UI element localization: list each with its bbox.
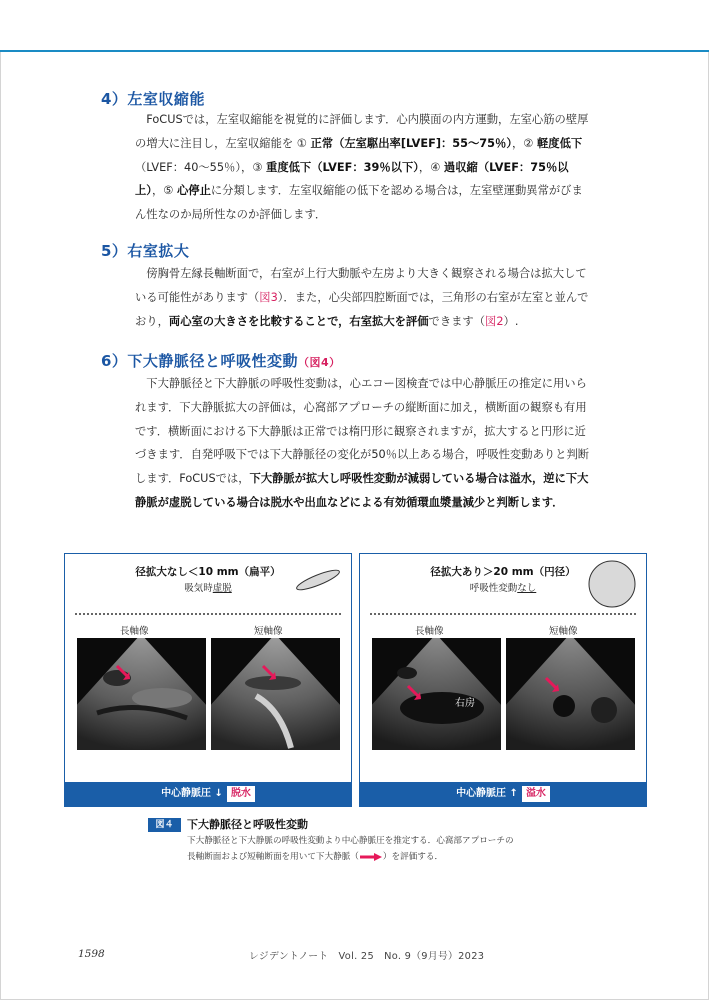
panel-footer: 中心静脈圧 ↑ 溢水 [360, 782, 646, 806]
status-tag-overload: 溢水 [522, 786, 550, 802]
figure-panel-overload [359, 553, 647, 807]
section-5-title: 5）右室拡大 [101, 242, 190, 260]
image-label-right-atrium: 右房 [455, 698, 475, 709]
journal-info: レジデントノート Vol. 25 No. 9（9月号）2023 [249, 951, 485, 962]
header-bar [0, 0, 709, 52]
section-6-body: 下大静脈径と下大静脈の呼吸性変動は，心エコー図検査では中心静脈圧の推定に用いら れます．下大静脈拡大の評価は，心窩部アプローチの縦断面に加え，横断面の観察も有用 です．横断面における下大静脈は正常では楕円形に観察されますが，拡大すると円形に近 づきます．自発呼吸下では下大静脈径の変化が50％以上ある場合，呼吸性変動ありと判断 します．FoCUSでは，下大静脈が拡大し呼吸性変動が減弱している場合は溢水，逆に下大 静脈が虚脱している場合は脱水や出血などによる有効循環血漿量減少と判断します． [135, 377, 590, 509]
ultrasound-long-axis [77, 638, 206, 750]
flat-ellipse-icon [293, 568, 343, 592]
section-5-body: 傍胸骨左縁長軸断面で，右室が上行大動脈や左房より大きく観察される場合は拡大して いる可能性があります（図3）．また，心尖部四腔断面では，三角形の右室が左室と並んで おり，両心室の大きさを比較することで，右室拡大を評価できます（図2）. [135, 267, 589, 328]
panel-title: 径拡大なし＜10 mm（扁平） [135, 566, 281, 578]
divider [370, 613, 636, 615]
label-long-axis: 長軸像 [415, 626, 444, 637]
section-4-body: FoCUSでは，左室収縮能を視覚的に評価します．心内膜面の内方運動，左室心筋の壁厚 の増大に注目し，左室収縮能を ① 正常（左室駆出率[LVEF]：55～75％），② 軽度低下 （LVEF：40～55％），③ 重度低下（LVEF：39％以下），④ 過収縮（LVEF：75％以 上），⑤ 心停止に分類します．左室収縮能の低下を認める場合は，左室壁運動異常がびま ん性なのか局所性なのか評価します． [135, 113, 589, 222]
figure-panel-dehydration [64, 553, 352, 807]
status-tag-dehydration: 脱水 [227, 786, 255, 802]
panel-title: 径拡大あり＞20 mm（円径） [430, 566, 576, 578]
figure-caption-title: 下大静脈径と呼吸性変動 [187, 818, 308, 831]
figure-badge: 図４ [148, 818, 181, 832]
panel-subtitle: 吸気時虚脱 [184, 583, 232, 594]
page-number: 1598 [78, 948, 105, 960]
panel-footer: 中心静脈圧 ↓ 脱水 [65, 782, 351, 806]
ultrasound-short-axis [211, 638, 340, 750]
ultrasound-long-axis [372, 638, 501, 750]
label-long-axis: 長軸像 [120, 626, 149, 637]
section-6-title: 6）下大静脈径と呼吸性変動（図4） [101, 352, 341, 370]
fig3-ref[interactable]: 図3 [259, 290, 278, 304]
fig2-ref[interactable]: 図2 [485, 314, 504, 328]
divider [75, 613, 341, 615]
fig4-ref[interactable]: 図4 [309, 356, 330, 369]
section-4-title: 4）左室収縮能 [101, 90, 205, 108]
label-short-axis: 短軸像 [549, 626, 578, 637]
panel-subtitle: 呼吸性変動なし [469, 583, 537, 594]
red-arrow-icon [359, 852, 383, 862]
label-short-axis: 短軸像 [254, 626, 283, 637]
ultrasound-short-axis [506, 638, 635, 750]
round-circle-icon [586, 558, 638, 610]
figure-caption-text: 下大静脈径と下大静脈の呼吸性変動より中心静脈圧を推定する．心窩部アプローチの 長軸断面および短軸断面を用いて下大静脈（ ）を評価する． [187, 836, 514, 862]
